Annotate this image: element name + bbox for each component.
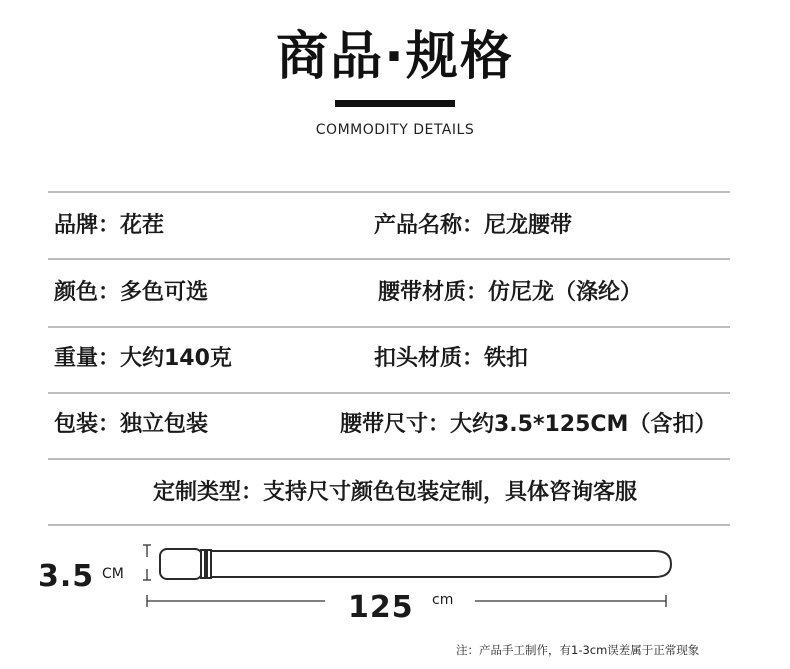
spec-color: 颜色：多色可选 — [54, 280, 209, 305]
divider — [48, 191, 730, 193]
spec-brand: 品牌：花茬 — [54, 213, 165, 238]
width-marker — [143, 545, 151, 580]
spec-buckle-material: 扣头材质：铁扣 — [374, 346, 529, 371]
spec-belt-material: 腰带材质：仿尼龙（涤纶） — [378, 280, 643, 305]
footnote: 注：产品手工制作，有1-3cm误差属于正常现象 — [456, 643, 700, 657]
custom-type: 定制类型：支持尺寸颜色包装定制，具体咨询客服 — [152, 480, 637, 505]
spec-belt-size: 腰带尺寸：大约3.5*125CM（含扣） — [340, 412, 717, 437]
divider — [48, 258, 730, 260]
belt-length-unit: cm — [432, 592, 454, 608]
divider — [48, 326, 730, 328]
belt-body — [160, 549, 671, 579]
belt-length-value: 125 — [348, 590, 414, 625]
page-title: 商品·规格 — [276, 27, 514, 87]
page-subtitle: COMMODITY DETAILS — [315, 122, 475, 138]
divider — [48, 392, 730, 394]
belt-width-unit: CM — [102, 566, 124, 582]
spec-weight: 重量：大约140克 — [54, 346, 232, 371]
spec-packaging: 包装：独立包装 — [54, 412, 209, 437]
spec-product-name: 产品名称：尼龙腰带 — [374, 213, 573, 238]
title-underline — [335, 100, 455, 107]
divider — [48, 524, 730, 526]
divider — [48, 458, 730, 460]
belt-width-value: 3.5 — [38, 559, 95, 594]
